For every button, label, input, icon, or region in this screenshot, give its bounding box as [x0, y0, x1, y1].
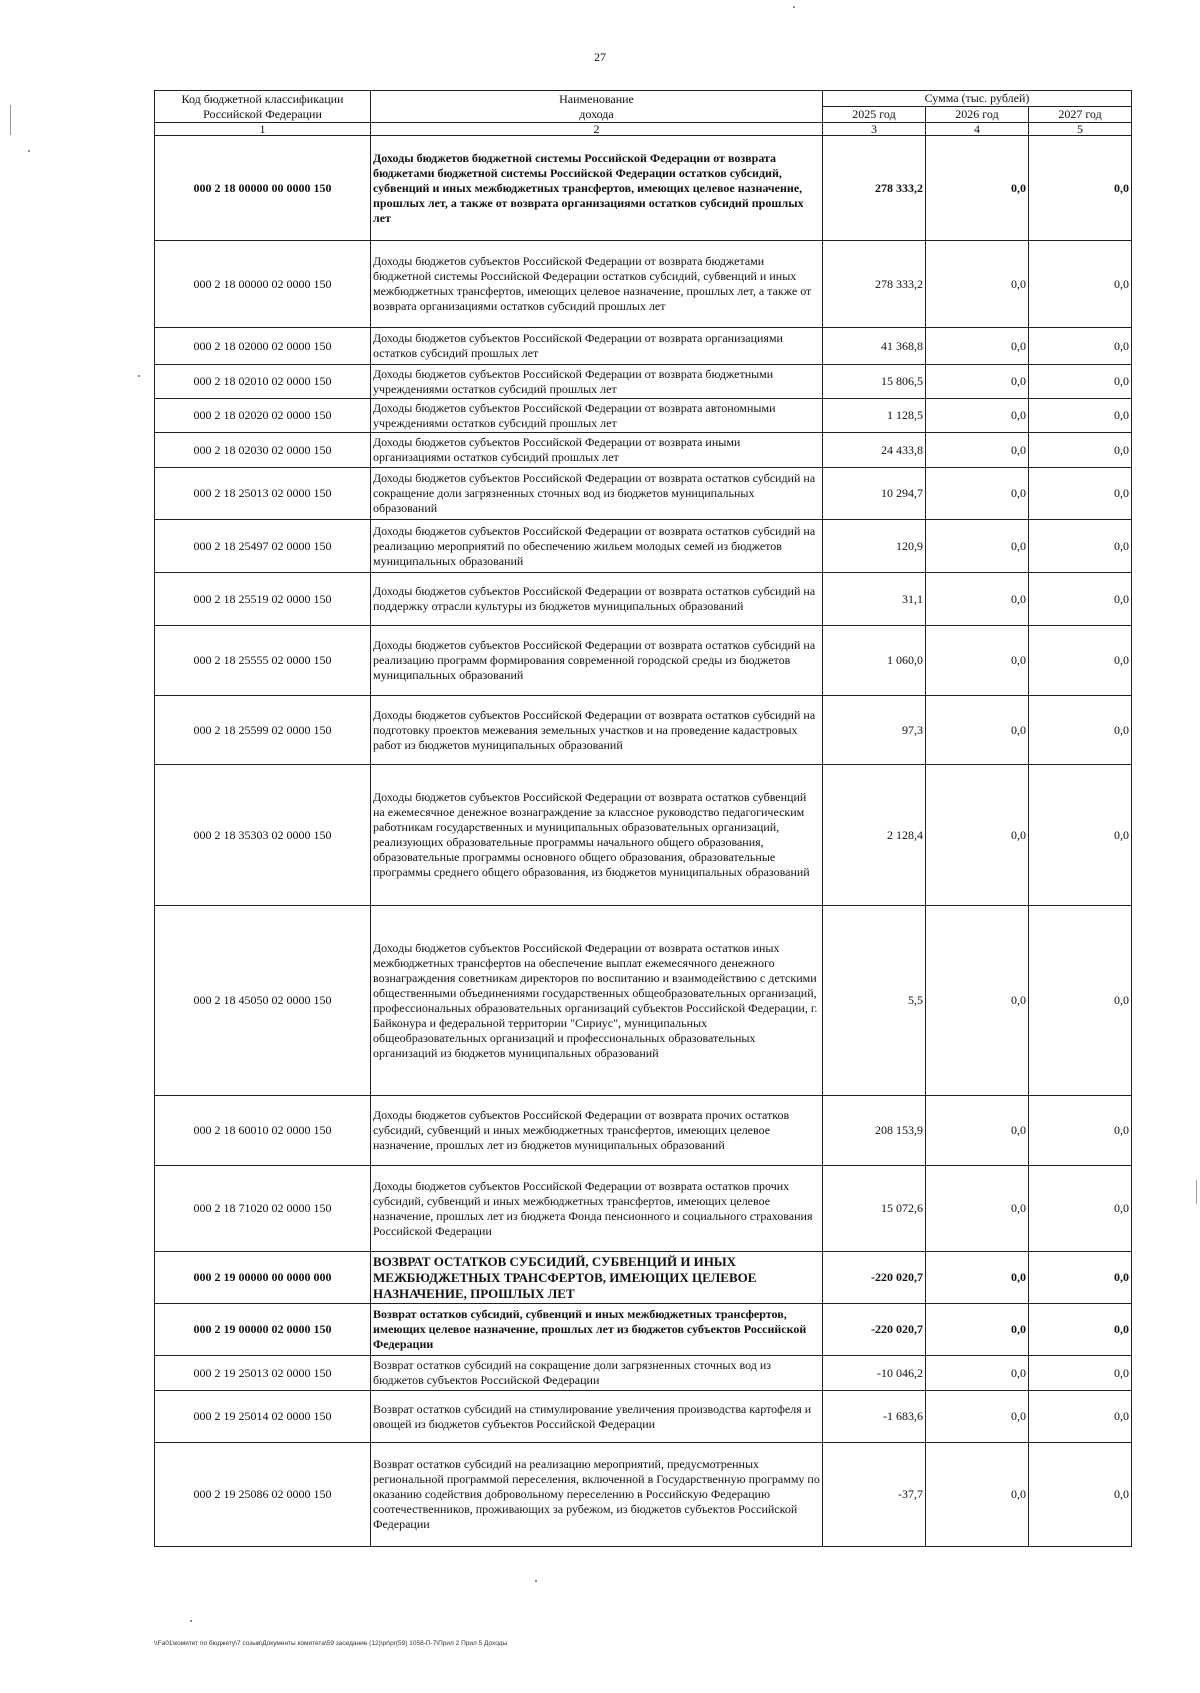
row-value-2026: 0,0	[926, 626, 1029, 696]
row-value-2025: -220 020,7	[823, 1304, 926, 1356]
row-value-2025: 24 433,8	[823, 433, 926, 468]
table-row	[155, 573, 1132, 626]
table-row	[155, 433, 1132, 468]
row-value-2027: 0,0	[1029, 1356, 1132, 1391]
row-value-2027: 0,0	[1029, 1304, 1132, 1356]
row-value-2027: 0,0	[1029, 765, 1132, 906]
row-value-2027: 0,0	[1029, 136, 1132, 241]
table-row	[155, 1304, 1132, 1356]
table-body	[155, 136, 1132, 1547]
scan-edge-line	[10, 105, 11, 135]
table-row	[155, 626, 1132, 696]
scan-speck	[535, 1580, 537, 1582]
row-code: 000 2 18 02010 02 0000 150	[155, 365, 371, 399]
scan-speck	[793, 6, 795, 8]
row-name: Доходы бюджетов субъектов Российской Федерации от возврата остатков иных межбюджетных трансфертов на обеспечение выплат ежемесячного денежного вознаграждения советникам директоров по воспитанию и взаимодействию с детскими общественными объединениями государственных общеобразовательных организаций, профессиональных образовательных организаций субъектов Российской Федерации, г. Байконура и федеральной территории "Сириус", муниципальных общеобразовательных организаций и профессиональных образовательных организаций из бюджетов муниципальных образований	[371, 906, 823, 1096]
row-value-2027: 0,0	[1029, 1443, 1132, 1547]
header-name: Наименование дохода	[371, 91, 823, 123]
header-code: Код бюджетной классификации Российской Федерации	[155, 91, 371, 123]
table-row	[155, 906, 1132, 1096]
table-header	[155, 91, 1132, 136]
row-value-2026: 0,0	[926, 328, 1029, 365]
row-value-2027: 0,0	[1029, 468, 1132, 520]
row-code: 000 2 19 00000 00 0000 000	[155, 1252, 371, 1304]
row-value-2026: 0,0	[926, 241, 1029, 328]
row-code: 000 2 18 00000 02 0000 150	[155, 241, 371, 328]
row-value-2026: 0,0	[926, 433, 1029, 468]
table-row	[155, 696, 1132, 765]
row-code: 000 2 19 25086 02 0000 150	[155, 1443, 371, 1547]
row-code: 000 2 19 25013 02 0000 150	[155, 1356, 371, 1391]
row-value-2025: 2 128,4	[823, 765, 926, 906]
row-value-2025: -220 020,7	[823, 1252, 926, 1304]
row-value-2025: 15 806,5	[823, 365, 926, 399]
row-code: 000 2 18 60010 02 0000 150	[155, 1096, 371, 1166]
row-code: 000 2 18 25013 02 0000 150	[155, 468, 371, 520]
row-name: Возврат остатков субсидий на сокращение доли загрязненных сточных вод из бюджетов субъектов Российской Федерации	[371, 1356, 823, 1391]
row-value-2026: 0,0	[926, 399, 1029, 433]
table-row	[155, 328, 1132, 365]
column-number-4: 4	[926, 123, 1029, 136]
row-value-2025: 208 153,9	[823, 1096, 926, 1166]
row-name: Возврат остатков субсидий на стимулирование увеличения производства картофеля и овощей из бюджетов субъектов Российской Федерации	[371, 1391, 823, 1443]
scan-edge-line	[1196, 1180, 1197, 1204]
row-code: 000 2 18 25519 02 0000 150	[155, 573, 371, 626]
header-2026: 2026 год	[926, 107, 1029, 123]
row-code: 000 2 18 02000 02 0000 150	[155, 328, 371, 365]
row-value-2025: 1 128,5	[823, 399, 926, 433]
row-value-2026: 0,0	[926, 365, 1029, 399]
row-value-2025: 278 333,2	[823, 136, 926, 241]
header-2027: 2027 год	[1029, 107, 1132, 123]
row-name: ВОЗВРАТ ОСТАТКОВ СУБСИДИЙ, СУБВЕНЦИЙ И ИНЫХ МЕЖБЮДЖЕТНЫХ ТРАНСФЕРТОВ, ИМЕЮЩИХ ЦЕЛЕВОЕ НАЗНАЧЕНИЕ, ПРОШЛЫХ ЛЕТ	[371, 1252, 823, 1304]
row-value-2026: 0,0	[926, 696, 1029, 765]
table-row	[155, 1096, 1132, 1166]
table-row	[155, 1443, 1132, 1547]
row-value-2026: 0,0	[926, 1304, 1029, 1356]
row-name: Доходы бюджетов субъектов Российской Федерации от возврата прочих остатков субсидий, субвенций и иных межбюджетных трансфертов, имеющих целевое назначение, прошлых лет из бюджетов муниципальных образований	[371, 1096, 823, 1166]
scan-speck	[190, 1620, 192, 1622]
row-code: 000 2 18 25555 02 0000 150	[155, 626, 371, 696]
row-code: 000 2 18 45050 02 0000 150	[155, 906, 371, 1096]
row-value-2026: 0,0	[926, 1252, 1029, 1304]
row-value-2027: 0,0	[1029, 365, 1132, 399]
row-code: 000 2 18 25497 02 0000 150	[155, 520, 371, 573]
file-path-footer: \\Fa01\комитет по бюджету\7 созыв\Документы комитета\59 заседание (12)\pr\pr(59) 1058-П-7\Прил 2 Прил 5 Доходы	[154, 1640, 508, 1647]
row-value-2025: -37,7	[823, 1443, 926, 1547]
row-value-2025: 278 333,2	[823, 241, 926, 328]
column-number-1: 1	[155, 123, 371, 136]
row-value-2025: 97,3	[823, 696, 926, 765]
table-row	[155, 365, 1132, 399]
row-value-2026: 0,0	[926, 520, 1029, 573]
row-value-2026: 0,0	[926, 765, 1029, 906]
row-value-2027: 0,0	[1029, 1096, 1132, 1166]
table-row	[155, 1391, 1132, 1443]
table-row	[155, 1356, 1132, 1391]
column-number-2: 2	[371, 123, 823, 136]
table-row	[155, 765, 1132, 906]
row-value-2025: 1 060,0	[823, 626, 926, 696]
row-code: 000 2 18 71020 02 0000 150	[155, 1166, 371, 1252]
page-number: 27	[594, 50, 606, 64]
row-value-2027: 0,0	[1029, 1391, 1132, 1443]
table-row	[155, 399, 1132, 433]
row-value-2025: 15 072,6	[823, 1166, 926, 1252]
table-row	[155, 241, 1132, 328]
row-value-2027: 0,0	[1029, 1166, 1132, 1252]
row-code: 000 2 18 35303 02 0000 150	[155, 765, 371, 906]
row-name: Доходы бюджетов субъектов Российской Федерации от возврата иными организациями остатков субсидий прошлых лет	[371, 433, 823, 468]
row-value-2027: 0,0	[1029, 433, 1132, 468]
row-name: Возврат остатков субсидий на реализацию мероприятий, предусмотренных региональной программой переселения, включенной в Государственную программу по оказанию содействия добровольному переселению в Российскую Федерацию соотечественников, проживающих за рубежом, из бюджетов субъектов Российской Федерации	[371, 1443, 823, 1547]
table-row	[155, 520, 1132, 573]
column-number-3: 3	[823, 123, 926, 136]
row-value-2026: 0,0	[926, 906, 1029, 1096]
row-value-2026: 0,0	[926, 1356, 1029, 1391]
column-number-5: 5	[1029, 123, 1132, 136]
row-value-2026: 0,0	[926, 573, 1029, 626]
row-value-2027: 0,0	[1029, 399, 1132, 433]
scan-speck	[138, 375, 140, 377]
row-value-2025: 31,1	[823, 573, 926, 626]
row-value-2027: 0,0	[1029, 573, 1132, 626]
row-name: Доходы бюджетов субъектов Российской Федерации от возврата остатков субсидий на сокращение доли загрязненных сточных вод из бюджетов муниципальных образований	[371, 468, 823, 520]
row-value-2026: 0,0	[926, 1096, 1029, 1166]
row-value-2026: 0,0	[926, 468, 1029, 520]
row-code: 000 2 18 02030 02 0000 150	[155, 433, 371, 468]
row-value-2025: 5,5	[823, 906, 926, 1096]
row-value-2027: 0,0	[1029, 1252, 1132, 1304]
row-value-2025: 41 368,8	[823, 328, 926, 365]
row-value-2025: -1 683,6	[823, 1391, 926, 1443]
row-name: Доходы бюджетов субъектов Российской Федерации от возврата автономными учреждениями остатков субсидий прошлых лет	[371, 399, 823, 433]
row-name: Доходы бюджетов субъектов Российской Федерации от возврата остатков субсидий на подготовку проектов межевания земельных участков и на проведение кадастровых работ из бюджетов муниципальных образований	[371, 696, 823, 765]
row-name: Доходы бюджетов субъектов Российской Федерации от возврата остатков субсидий на реализацию программ формирования современной городской среды из бюджетов муниципальных образований	[371, 626, 823, 696]
row-code: 000 2 19 00000 02 0000 150	[155, 1304, 371, 1356]
header-sum: Сумма (тыс. рублей)	[823, 91, 1132, 107]
row-code: 000 2 18 00000 00 0000 150	[155, 136, 371, 241]
revenue-table	[154, 90, 1132, 1547]
row-value-2025: 120,9	[823, 520, 926, 573]
row-value-2026: 0,0	[926, 1443, 1029, 1547]
row-name: Доходы бюджетов субъектов Российской Федерации от возврата остатков субсидий на поддержку отрасли культуры из бюджетов муниципальных образований	[371, 573, 823, 626]
row-value-2025: 10 294,7	[823, 468, 926, 520]
row-value-2027: 0,0	[1029, 520, 1132, 573]
row-name: Возврат остатков субсидий, субвенций и иных межбюджетных трансфертов, имеющих целевое назначение, прошлых лет из бюджетов субъектов Российской Федерации	[371, 1304, 823, 1356]
row-value-2026: 0,0	[926, 1391, 1029, 1443]
scan-speck	[28, 150, 30, 152]
row-value-2025: -10 046,2	[823, 1356, 926, 1391]
row-name: Доходы бюджетов бюджетной системы Российской Федерации от возврата бюджетами бюджетной системы Российской Федерации остатков субсидий, субвенций и иных межбюджетных трансфертов, имеющих целевое назначение, прошлых лет, а также от возврата организациями остатков субсидий прошлых лет	[371, 136, 823, 241]
row-code: 000 2 18 02020 02 0000 150	[155, 399, 371, 433]
row-code: 000 2 18 25599 02 0000 150	[155, 696, 371, 765]
table-row	[155, 1252, 1132, 1304]
row-value-2027: 0,0	[1029, 696, 1132, 765]
row-name: Доходы бюджетов субъектов Российской Федерации от возврата остатков прочих субсидий, субвенций и иных межбюджетных трансфертов, имеющих целевое назначение, прошлых лет из бюджета Фонда пенсионного и социального страхования Российской Федерации	[371, 1166, 823, 1252]
row-name: Доходы бюджетов субъектов Российской Федерации от возврата остатков субсидий на реализацию мероприятий по обеспечению жильем молодых семей из бюджетов муниципальных образований	[371, 520, 823, 573]
row-name: Доходы бюджетов субъектов Российской Федерации от возврата организациями остатков субсидий прошлых лет	[371, 328, 823, 365]
table-row	[155, 1166, 1132, 1252]
row-name: Доходы бюджетов субъектов Российской Федерации от возврата бюджетными учреждениями остатков субсидий прошлых лет	[371, 365, 823, 399]
row-value-2027: 0,0	[1029, 626, 1132, 696]
table-row	[155, 136, 1132, 241]
row-value-2027: 0,0	[1029, 328, 1132, 365]
row-value-2026: 0,0	[926, 1166, 1029, 1252]
row-name: Доходы бюджетов субъектов Российской Федерации от возврата остатков субвенций на ежемесячное денежное вознаграждение за классное руководство педагогическим работникам государственных и муниципальных образовательных организаций, реализующих образовательные программы начального общего образования, образовательные программы основного общего образования, образовательные программы среднего общего образования, из бюджетов муниципальных образований	[371, 765, 823, 906]
row-code: 000 2 19 25014 02 0000 150	[155, 1391, 371, 1443]
row-name: Доходы бюджетов субъектов Российской Федерации от возврата бюджетами бюджетной системы Российской Федерации остатков субсидий, субвенций и иных межбюджетных трансфертов, имеющих целевое назначение, прошлых лет, а также от возврата организациями остатков субсидий прошлых лет	[371, 241, 823, 328]
row-value-2027: 0,0	[1029, 241, 1132, 328]
row-value-2027: 0,0	[1029, 906, 1132, 1096]
table-row	[155, 468, 1132, 520]
header-2025: 2025 год	[823, 107, 926, 123]
row-value-2026: 0,0	[926, 136, 1029, 241]
